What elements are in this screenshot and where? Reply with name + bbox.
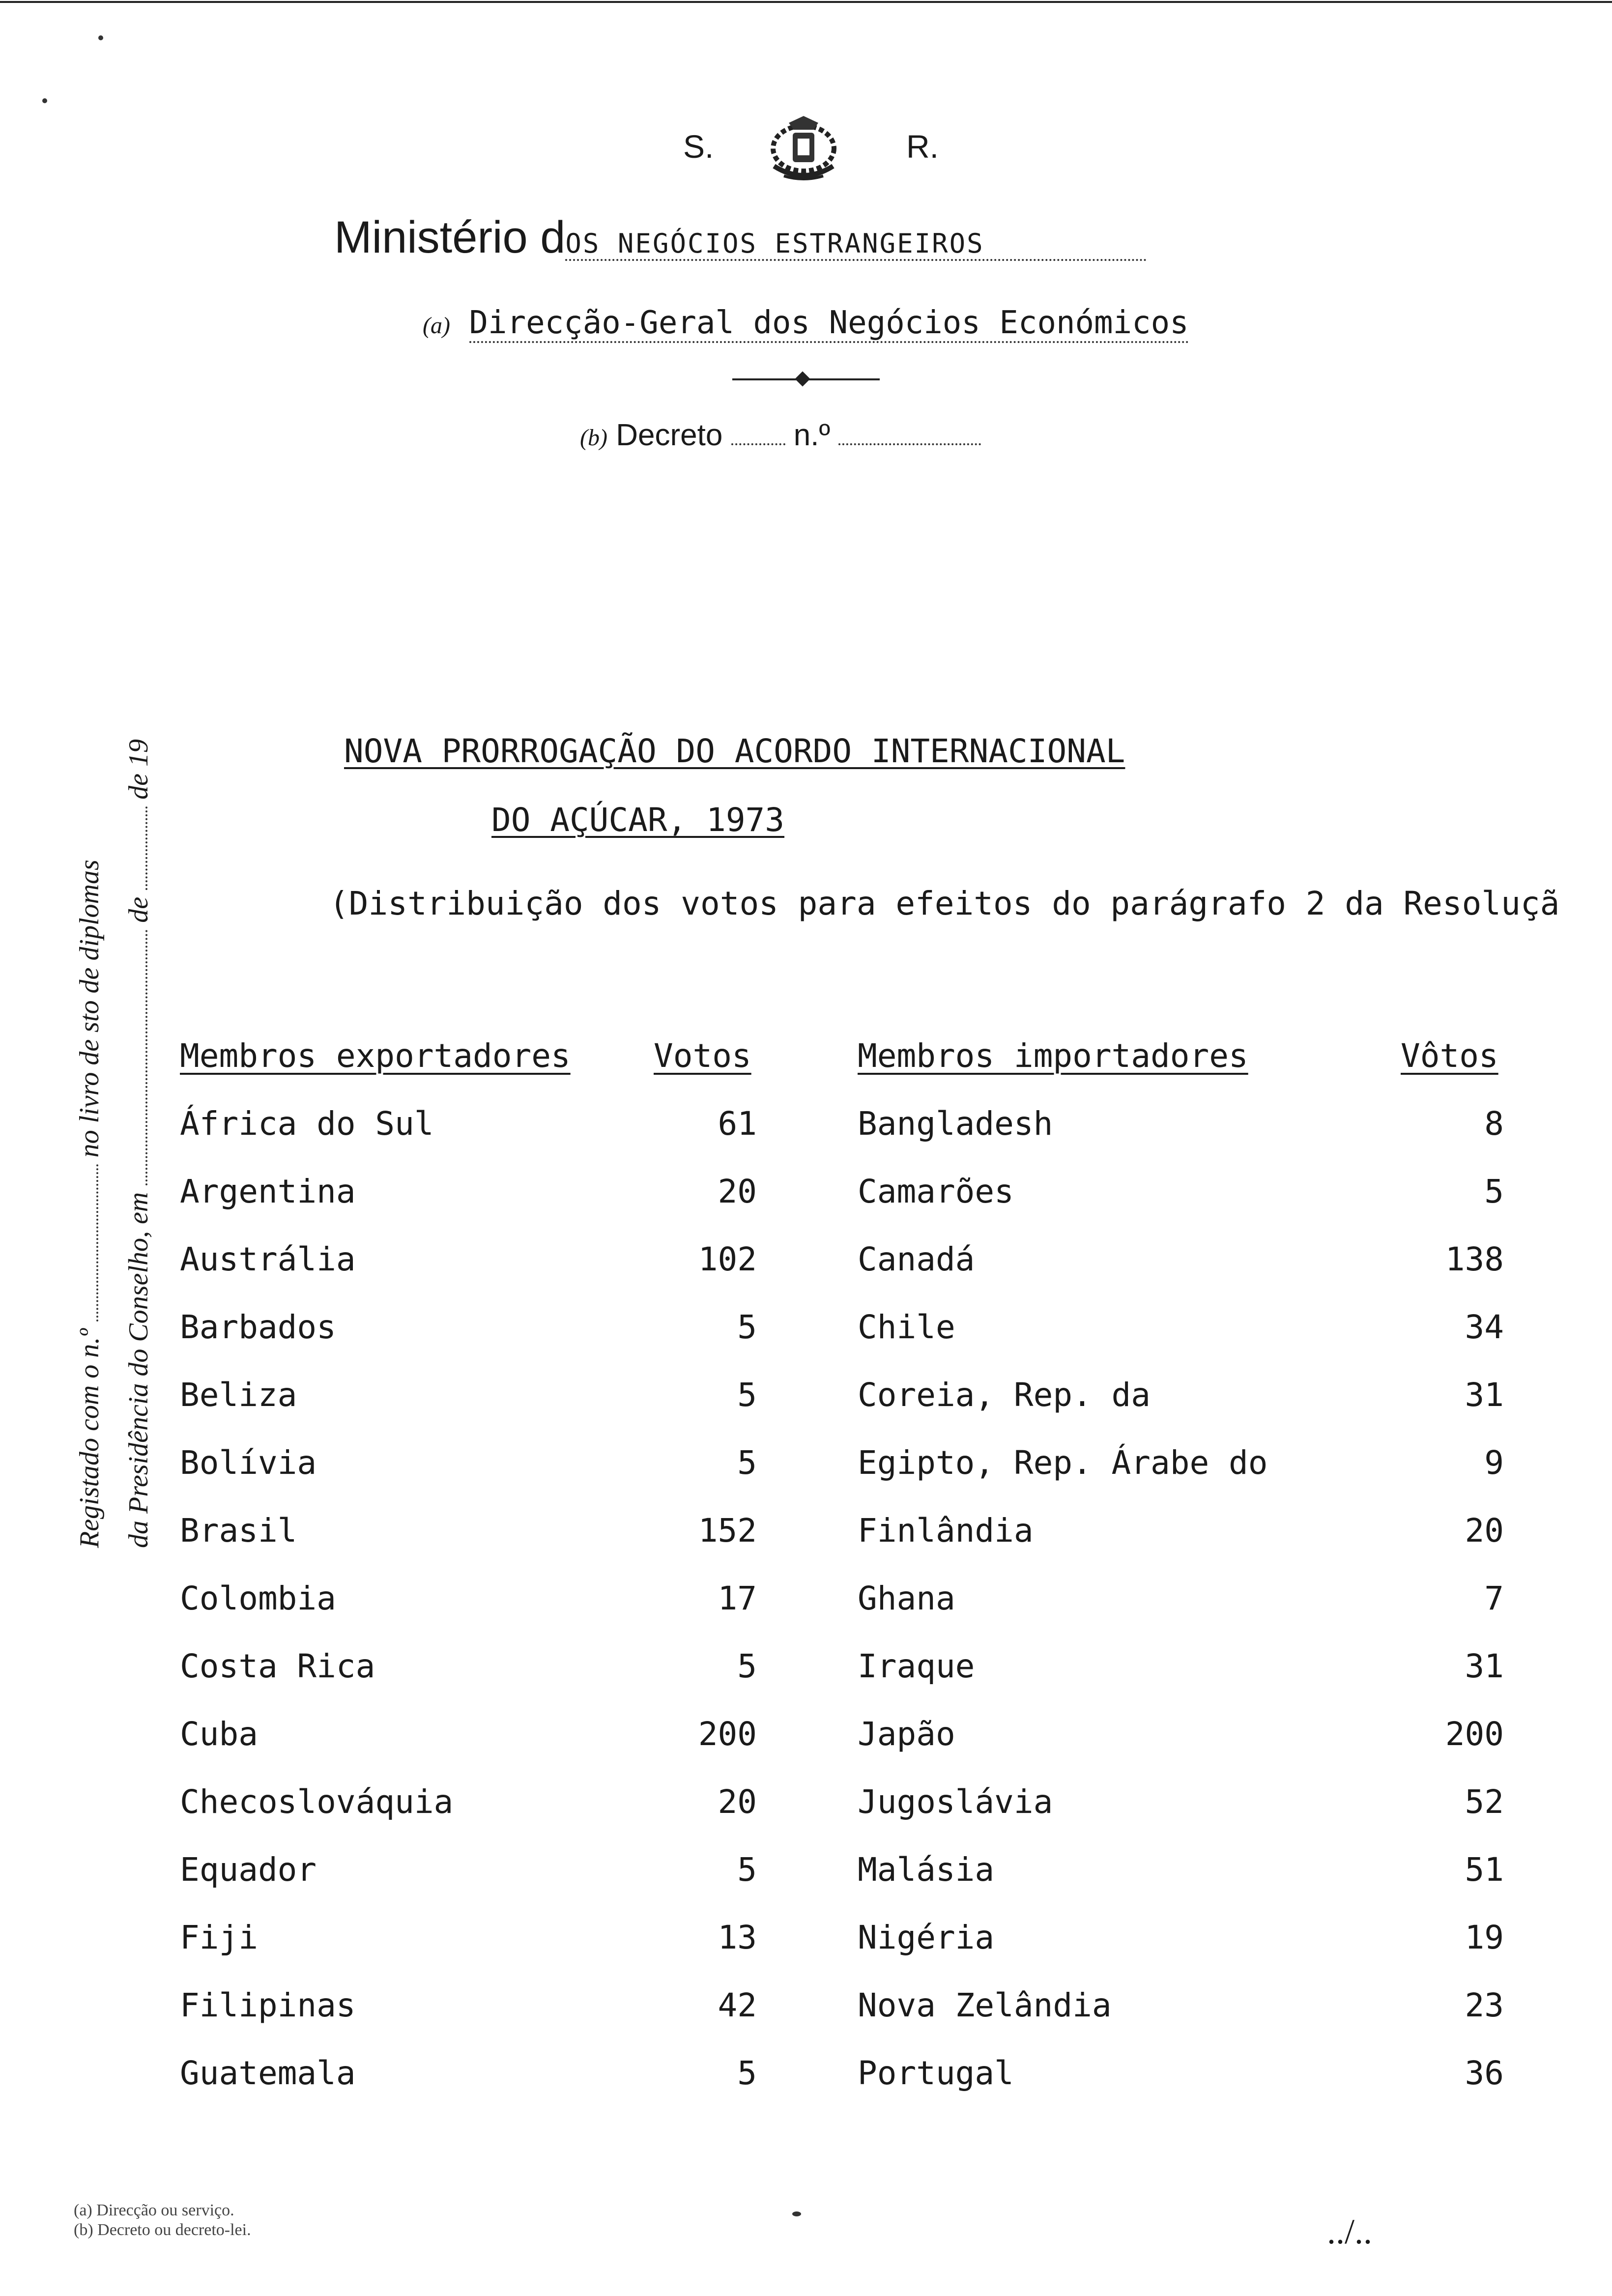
registration-line-2-end: de 19 (123, 739, 154, 800)
separator-diamond (795, 371, 810, 386)
direccao-line (423, 305, 1189, 341)
scan-speck (98, 35, 103, 40)
decreto-number-label: n.º (793, 418, 831, 452)
exporter-name: Fiji (180, 1919, 258, 1956)
document-title-line-1: NOVA PRORROGAÇÃO DO ACORDO INTERNACIONAL (344, 732, 1125, 770)
registration-month-blank (145, 806, 147, 890)
exporter-votes: 5 (737, 1444, 757, 1482)
registration-line-2-start: da Presidência do Conselho, em (123, 1192, 154, 1548)
table-row (0, 1647, 1612, 1715)
importer-votes: 138 (1445, 1240, 1504, 1278)
importer-votes: 9 (1484, 1444, 1504, 1482)
exporter-votes: 42 (718, 1986, 757, 2024)
header-importers: Membros importadores (858, 1037, 1248, 1075)
exporter-name: Colombia (180, 1579, 336, 1617)
exporter-votes: 102 (698, 1240, 757, 1278)
importer-votes: 200 (1445, 1715, 1504, 1753)
footnote-b: (b) Decreto ou decreto-lei. (74, 2221, 251, 2239)
registration-line-2-mid: de (123, 896, 154, 923)
exporter-votes: 152 (698, 1512, 757, 1550)
document-title-line-2 (491, 801, 819, 839)
exporter-name: Barbados (180, 1308, 336, 1346)
exporter-name: Cuba (180, 1715, 258, 1753)
coat-of-arms-emblem (754, 113, 853, 187)
top-rule (0, 1, 1612, 3)
decreto-label: Decreto (616, 418, 723, 452)
importer-name: Bangladesh (858, 1105, 1053, 1143)
table-row (0, 1715, 1612, 1783)
importer-name: Chile (858, 1308, 955, 1346)
importer-name: Malásia (858, 1851, 995, 1889)
importer-votes: 51 (1465, 1851, 1504, 1889)
exporter-votes: 5 (737, 1647, 757, 1685)
table-row (0, 1173, 1612, 1240)
table-row (0, 1105, 1612, 1173)
registration-line-1-mid: no livro de (74, 1039, 105, 1158)
importer-name: Portugal (858, 2054, 1014, 2092)
exporter-name: Beliza (180, 1376, 297, 1414)
document-title-line-2-text: DO AÇÚCAR, 1973 (491, 801, 785, 839)
importer-votes: 20 (1465, 1512, 1504, 1550)
registration-line-1-start: Registado com o n.º (74, 1328, 105, 1548)
exporter-votes: 20 (718, 1783, 757, 1821)
exporter-votes: 5 (737, 1851, 757, 1889)
table-row (0, 1783, 1612, 1851)
importer-name: Egipto, Rep. Árabe do (858, 1444, 1268, 1482)
direccao-text: Direcção-Geral dos Negócios Económicos (469, 305, 1189, 343)
scan-speck (42, 98, 47, 103)
importer-votes: 19 (1465, 1919, 1504, 1956)
importer-votes: 5 (1484, 1173, 1504, 1210)
footnotes (74, 2201, 251, 2240)
exporter-name: Equador (180, 1851, 317, 1889)
continuation-mark: ../.. (1327, 2212, 1373, 2251)
registration-line-1-end: sto de diplomas (74, 860, 105, 1033)
importer-votes: 23 (1465, 1986, 1504, 2024)
importer-name: Nigéria (858, 1919, 995, 1956)
sr-right: R. (906, 128, 939, 165)
importer-name: Camarões (858, 1173, 1014, 1210)
exporter-votes: 13 (718, 1919, 757, 1956)
table-row (0, 1376, 1612, 1444)
table-row (0, 1579, 1612, 1647)
importer-name: Japão (858, 1715, 955, 1753)
exporter-name: Guatemala (180, 2054, 356, 2092)
importer-votes: 31 (1465, 1376, 1504, 1414)
ministry-prefix: Ministério d (334, 212, 566, 262)
exporter-votes: 20 (718, 1173, 757, 1210)
importer-votes: 7 (1484, 1579, 1504, 1617)
exporter-votes: 17 (718, 1579, 757, 1617)
exporter-votes: 61 (718, 1105, 757, 1143)
sr-left: S. (683, 128, 714, 165)
ministry-name: OS NEGÓCIOS ESTRANGEIROS (565, 228, 1146, 261)
decreto-line (580, 418, 981, 453)
decreto-marker: (b) (580, 425, 607, 451)
table-row (0, 1240, 1612, 1308)
header-exporters-votes: Votos (654, 1037, 751, 1075)
exporter-votes: 200 (698, 1715, 757, 1753)
exporter-votes: 5 (737, 1308, 757, 1346)
importer-name: Iraque (858, 1647, 975, 1685)
table-row (0, 1919, 1612, 1986)
exporter-name: Bolívia (180, 1444, 317, 1482)
table-row (0, 1512, 1612, 1579)
table-row (0, 1986, 1612, 2054)
importer-name: Ghana (858, 1579, 955, 1617)
importer-name: Canadá (858, 1240, 975, 1278)
votes-table (0, 1105, 1612, 2122)
table-row (0, 1444, 1612, 1512)
importer-votes: 34 (1465, 1308, 1504, 1346)
table-row (0, 2054, 1612, 2122)
exporter-votes: 5 (737, 1376, 757, 1414)
decreto-number-blank (838, 443, 981, 445)
table-row (0, 1308, 1612, 1376)
exporter-name: Checoslováquia (180, 1783, 454, 1821)
importer-votes: 8 (1484, 1105, 1504, 1143)
exporter-name: Austrália (180, 1240, 356, 1278)
exporter-votes: 5 (737, 2054, 757, 2092)
importer-votes: 36 (1465, 2054, 1504, 2092)
importer-votes: 52 (1465, 1783, 1504, 1821)
decreto-blank (731, 443, 785, 445)
importer-name: Coreia, Rep. da (858, 1376, 1151, 1414)
importer-name: Nova Zelândia (858, 1986, 1112, 2024)
exporter-name: África do Sul (180, 1105, 434, 1143)
ministry-line (334, 211, 1268, 263)
footnote-a: (a) Direcção ou serviço. (74, 2201, 234, 2219)
exporter-name: Argentina (180, 1173, 356, 1210)
direccao-marker: (a) (423, 313, 450, 339)
scan-speck (792, 2211, 801, 2216)
exporter-name: Filipinas (180, 1986, 356, 2024)
table-row (0, 1851, 1612, 1919)
header-importers-votes: Vôtos (1401, 1037, 1498, 1075)
importer-name: Jugoslávia (858, 1783, 1053, 1821)
header-exporters: Membros exportadores (180, 1037, 571, 1075)
exporter-name: Costa Rica (180, 1647, 375, 1685)
document-subtitle: (Distribuição dos votos para efeitos do parágrafo 2 da Resoluçã (329, 885, 1560, 922)
republic-header (683, 113, 939, 187)
importer-votes: 31 (1465, 1647, 1504, 1685)
exporter-name: Brasil (180, 1512, 297, 1550)
importer-name: Finlândia (858, 1512, 1034, 1550)
